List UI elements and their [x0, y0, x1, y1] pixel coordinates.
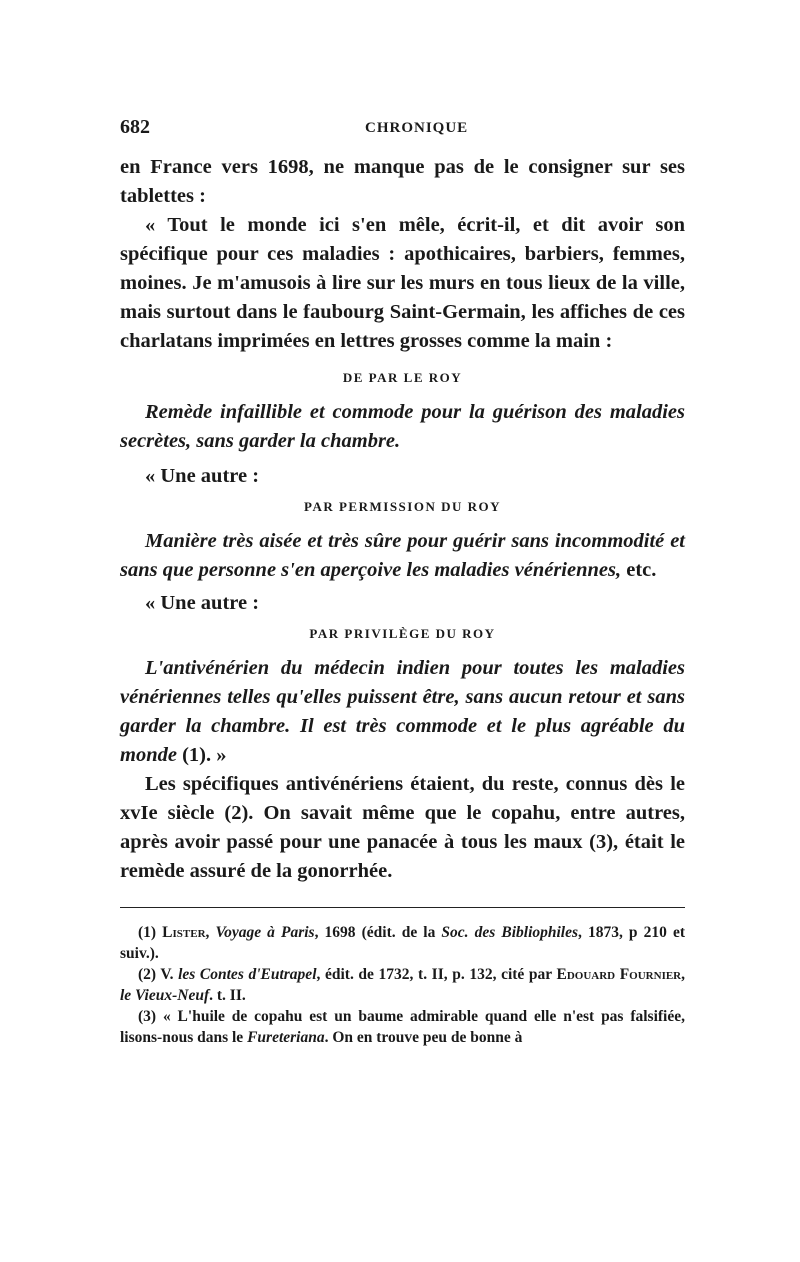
notice-2-tail: etc. [621, 559, 657, 581]
notice-2-text: Manière très aisée et très sûre pour guérir sans incommodité et sans que personne s'en aperçoive les maladies vénériennes, [120, 530, 685, 581]
italic-notice-3 [120, 654, 685, 770]
footnote-rule [120, 907, 685, 908]
footnote-1-number: (1) [138, 924, 163, 941]
footnote-2-mid: , édit. de 1732, t. II, p. 132, cité par [316, 966, 557, 983]
footnote-3-start: (3) « L'huile de copahu est un baume admirable quand elle n'est pas falsifiée, lisons-nous dans le [120, 1008, 685, 1046]
footnote-1-end: , 1873, p 210 et suiv.). [120, 924, 685, 962]
running-head: CHRONIQUE [365, 120, 469, 136]
page-number: 682 [120, 116, 150, 138]
page-header [120, 116, 685, 146]
main-text [120, 153, 685, 886]
footnote-2-sep: , [681, 966, 685, 983]
footnote-2-author: Edouard Fournier [556, 966, 682, 983]
footnote-1-mid: , 1698 (édit. de la [314, 924, 442, 941]
notice-3-tail: (1). » [176, 744, 227, 766]
footnote-1-title: Voyage à Paris [215, 924, 315, 941]
une-autre-1: « Une autre : [145, 465, 260, 487]
proclamation-heading-2: PAR PERMISSION DU ROY [303, 499, 501, 514]
notice-3-text: L'antivénérien du médecin indien pour toutes les maladies vénériennes telles qu'elles puissent être, sans aucun retour et sans garder la chambre. Il est très commode et le plus agréable du monde [120, 657, 685, 766]
footnote-2 [120, 964, 685, 1006]
une-autre-2: « Une autre : [145, 592, 260, 614]
footnote-2-number: (2) V. [138, 966, 179, 983]
proclamation-heading-3: PAR PRIVILÈGE DU ROY [309, 626, 496, 641]
footnote-1-sep: , [205, 924, 216, 941]
paragraph-continuation: en France vers 1698, ne manque pas de le consigner sur ses tablettes : [120, 156, 685, 207]
proclamation-heading-1: DE PAR LE ROY [342, 370, 463, 385]
quote-paragraph: « Tout le monde ici s'en mêle, écrit-il, et dit avoir son spécifique pour ces maladies : apothicaires, barbiers, femmes, moines. Je m'amusois à lire sur les murs en tous lieux de la ville, mais surtout dans le faubourg Saint-Germain, les affiches de ces charlatans imprimées en lettres grosses comme la main : [120, 214, 685, 352]
italic-notice-1 [120, 398, 685, 456]
footnote-2-title-2: le Vieux-Neuf [120, 987, 210, 1004]
footnote-3-end: . On en trouve peu de bonne à [324, 1029, 523, 1046]
footnote-1-author: Lister [162, 924, 206, 941]
footnote-2-end: . t. II. [209, 987, 246, 1004]
footnote-3 [120, 1006, 685, 1048]
footnote-3-title: Fureteriana [247, 1029, 325, 1046]
notice-1-text: Remède infaillible et commode pour la guérison des maladies secrètes, sans garder la chambre. [120, 401, 685, 452]
footnote-1-society: Soc. des Bibliophiles [441, 924, 579, 941]
closing-paragraph: Les spécifiques antivénériens étaient, du reste, connus dès le xvIe siècle (2). On savait même que le copahu, entre autres, après avoir passé pour une panacée à tous les maux (3), était le remède assuré de la gonorrhée. [120, 773, 685, 882]
footnote-1 [120, 922, 685, 964]
footnotes [120, 907, 685, 1048]
footnote-2-title: les Contes d'Eutrapel [178, 966, 317, 983]
italic-notice-2 [120, 527, 685, 585]
